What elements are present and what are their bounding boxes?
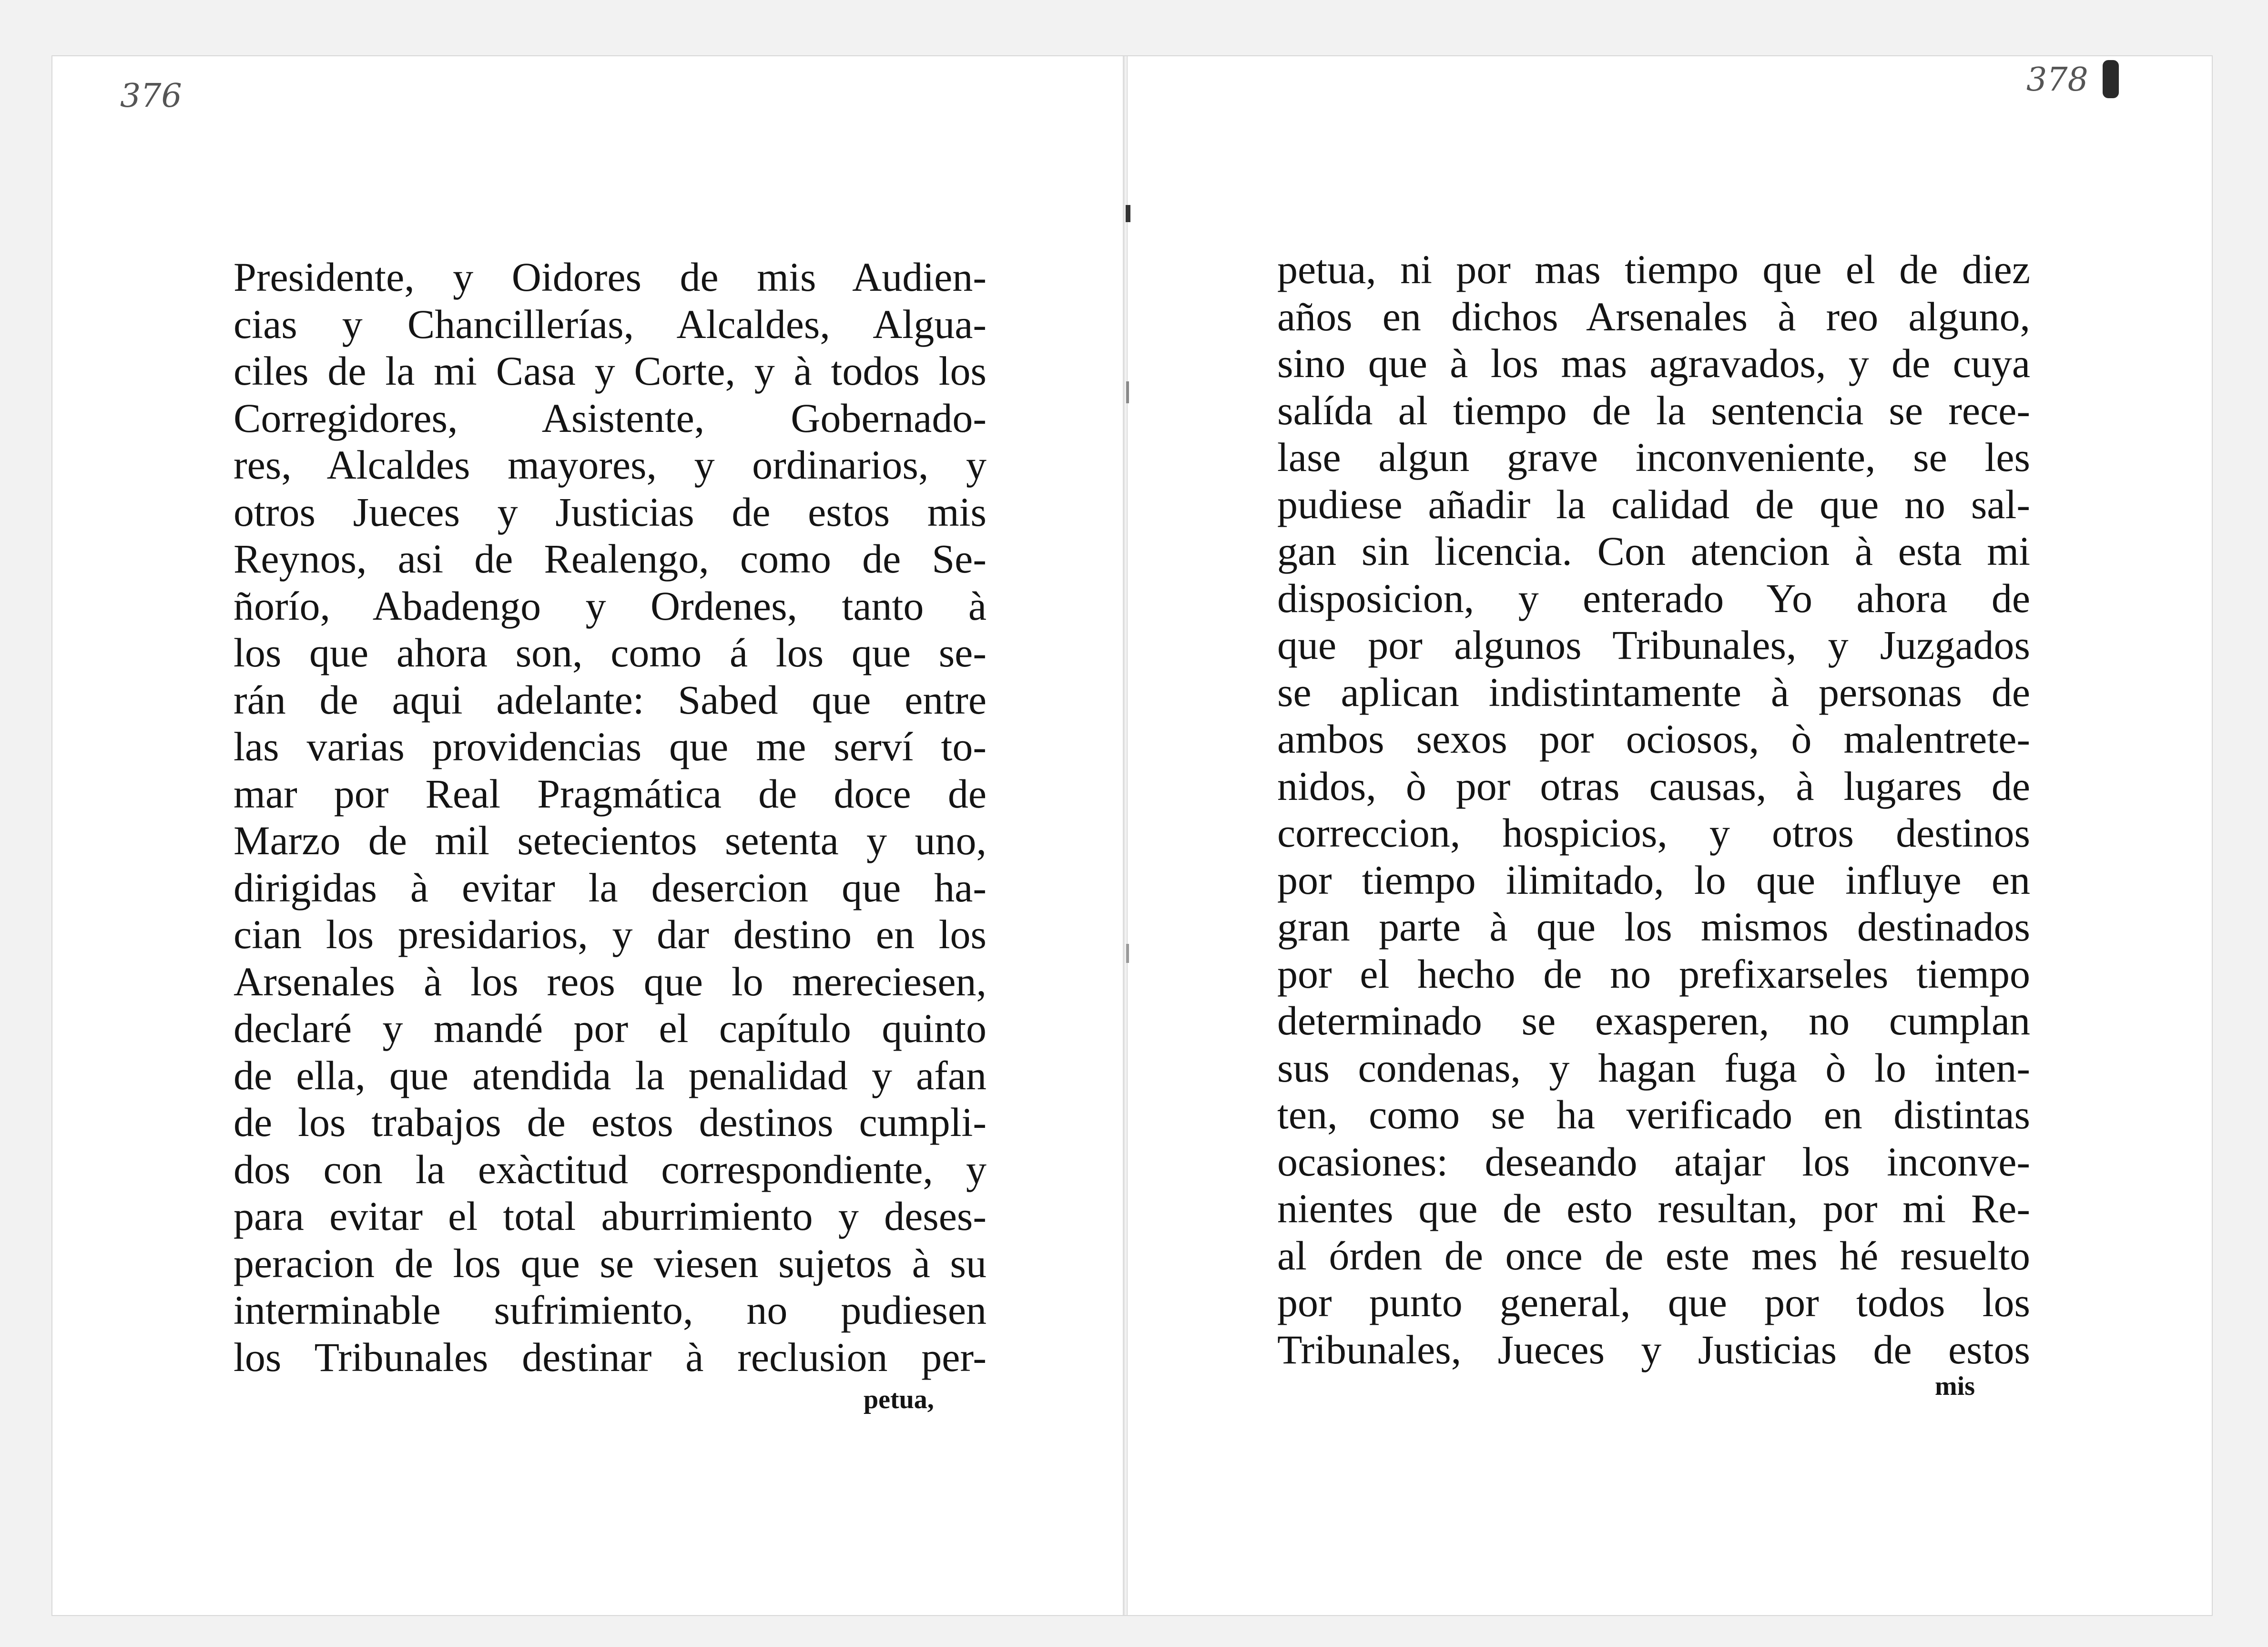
text-line: de los trabajos de estos destinos cumpli-	[234, 1099, 987, 1145]
text-line: años en dichos Arsenales à reo alguno,	[1277, 293, 2030, 339]
archive-stamp-mark	[2103, 60, 2119, 98]
text-line: sus condenas, y hagan fuga ò lo inten-	[1277, 1044, 2030, 1091]
text-line: Arsenales à los reos que lo mereciesen,	[234, 958, 987, 1004]
left-folio-number: 376	[120, 77, 182, 115]
text-line: salída al tiempo de la sentencia se rece-	[1277, 387, 2030, 433]
text-line: pudiese añadir la calidad de que no sal-	[1277, 481, 2030, 527]
text-line: nientes que de esto resultan, por mi Re-	[1277, 1186, 2030, 1231]
gutter-mark	[1126, 205, 1130, 222]
text-line: al órden de once de este mes hé resuelto	[1277, 1232, 2030, 1279]
text-line: mar por Real Pragmática de doce de	[234, 770, 987, 817]
text-line: de ella, que atendida la penalidad y afan	[234, 1052, 987, 1098]
text-line: Reynos, asi de Realengo, como de Se-	[234, 536, 987, 582]
text-line: las varias providencias que me serví to-	[234, 724, 987, 769]
text-line: Marzo de mil setecientos setenta y uno,	[234, 818, 987, 863]
text-line: dos con la exàctitud correspondiente, y	[234, 1146, 987, 1192]
text-line: los Tribunales destinar à reclusion per-	[234, 1334, 987, 1380]
text-line: ocasiones: deseando atajar los inconve-	[1277, 1138, 2030, 1185]
gutter-mark	[1126, 381, 1129, 403]
text-line: peracion de los que se viesen sujetos à su	[234, 1240, 987, 1286]
text-line: Tribunales, Jueces y Justicias de estos	[1277, 1326, 2030, 1372]
text-line: cian los presidarios, y dar destino en los	[234, 911, 987, 957]
text-line: declaré y mandé por el capítulo quinto	[234, 1005, 987, 1051]
text-line: se aplican indistintamente à personas de	[1277, 669, 2030, 715]
text-line: disposicion, y enterado Yo ahora de	[1277, 575, 2030, 621]
text-line: res, Alcaldes mayores, y ordinarios, y	[234, 442, 987, 488]
right-catchword: mis	[1935, 1371, 1975, 1401]
text-line: determinado se exasperen, no cumplan	[1277, 998, 2030, 1043]
text-line: por el hecho de no prefixarseles tiempo	[1277, 951, 2030, 997]
text-line: otros Jueces y Justicias de estos mis	[234, 489, 987, 535]
left-page-text	[234, 254, 987, 1381]
text-line: correccion, hospicios, y otros destinos	[1277, 810, 2030, 856]
text-line: ambos sexos por ociosos, ò malentrete-	[1277, 716, 2030, 762]
text-line: para evitar el total aburrimiento y deses-	[234, 1193, 987, 1239]
text-line: nidos, ò por otras causas, à lugares de	[1277, 763, 2030, 809]
text-line: rán de aqui adelante: Sabed que entre	[234, 676, 987, 723]
left-catchword: petua,	[864, 1385, 934, 1414]
text-line: ñorío, Abadengo y Ordenes, tanto à	[234, 583, 987, 629]
text-line: por punto general, que por todos los	[1277, 1279, 2030, 1325]
text-line: Presidente, y Oidores de mis Audien-	[234, 254, 987, 300]
text-line: interminable sufrimiento, no pudiesen	[234, 1287, 987, 1333]
text-line: gran parte à que los mismos destinados	[1277, 904, 2030, 950]
text-line: ciles de la mi Casa y Corte, y à todos los	[234, 348, 987, 394]
text-line: los que ahora son, como á los que se-	[234, 630, 987, 675]
text-line: cias y Chancillerías, Alcaldes, Algua-	[234, 301, 987, 347]
text-line: sino que à los mas agravados, y de cuya	[1277, 340, 2030, 386]
text-line: lase algun grave inconveniente, se les	[1277, 434, 2030, 480]
right-page-text	[1277, 246, 2030, 1373]
gutter-mark	[1126, 944, 1129, 963]
text-line: dirigidas à evitar la desercion que ha-	[234, 864, 987, 910]
text-line: por tiempo ilimitado, lo que influye en	[1277, 857, 2030, 903]
text-line: Corregidores, Asistente, Gobernado-	[234, 395, 987, 441]
text-line: gan sin licencia. Con atencion à esta mi	[1277, 528, 2030, 574]
right-folio-number: 378	[2026, 61, 2088, 99]
text-line: petua, ni por mas tiempo que el de diez	[1277, 246, 2030, 292]
text-line: ten, como se ha verificado en distintas	[1277, 1092, 2030, 1137]
text-line: que por algunos Tribunales, y Juzgados	[1277, 622, 2030, 668]
